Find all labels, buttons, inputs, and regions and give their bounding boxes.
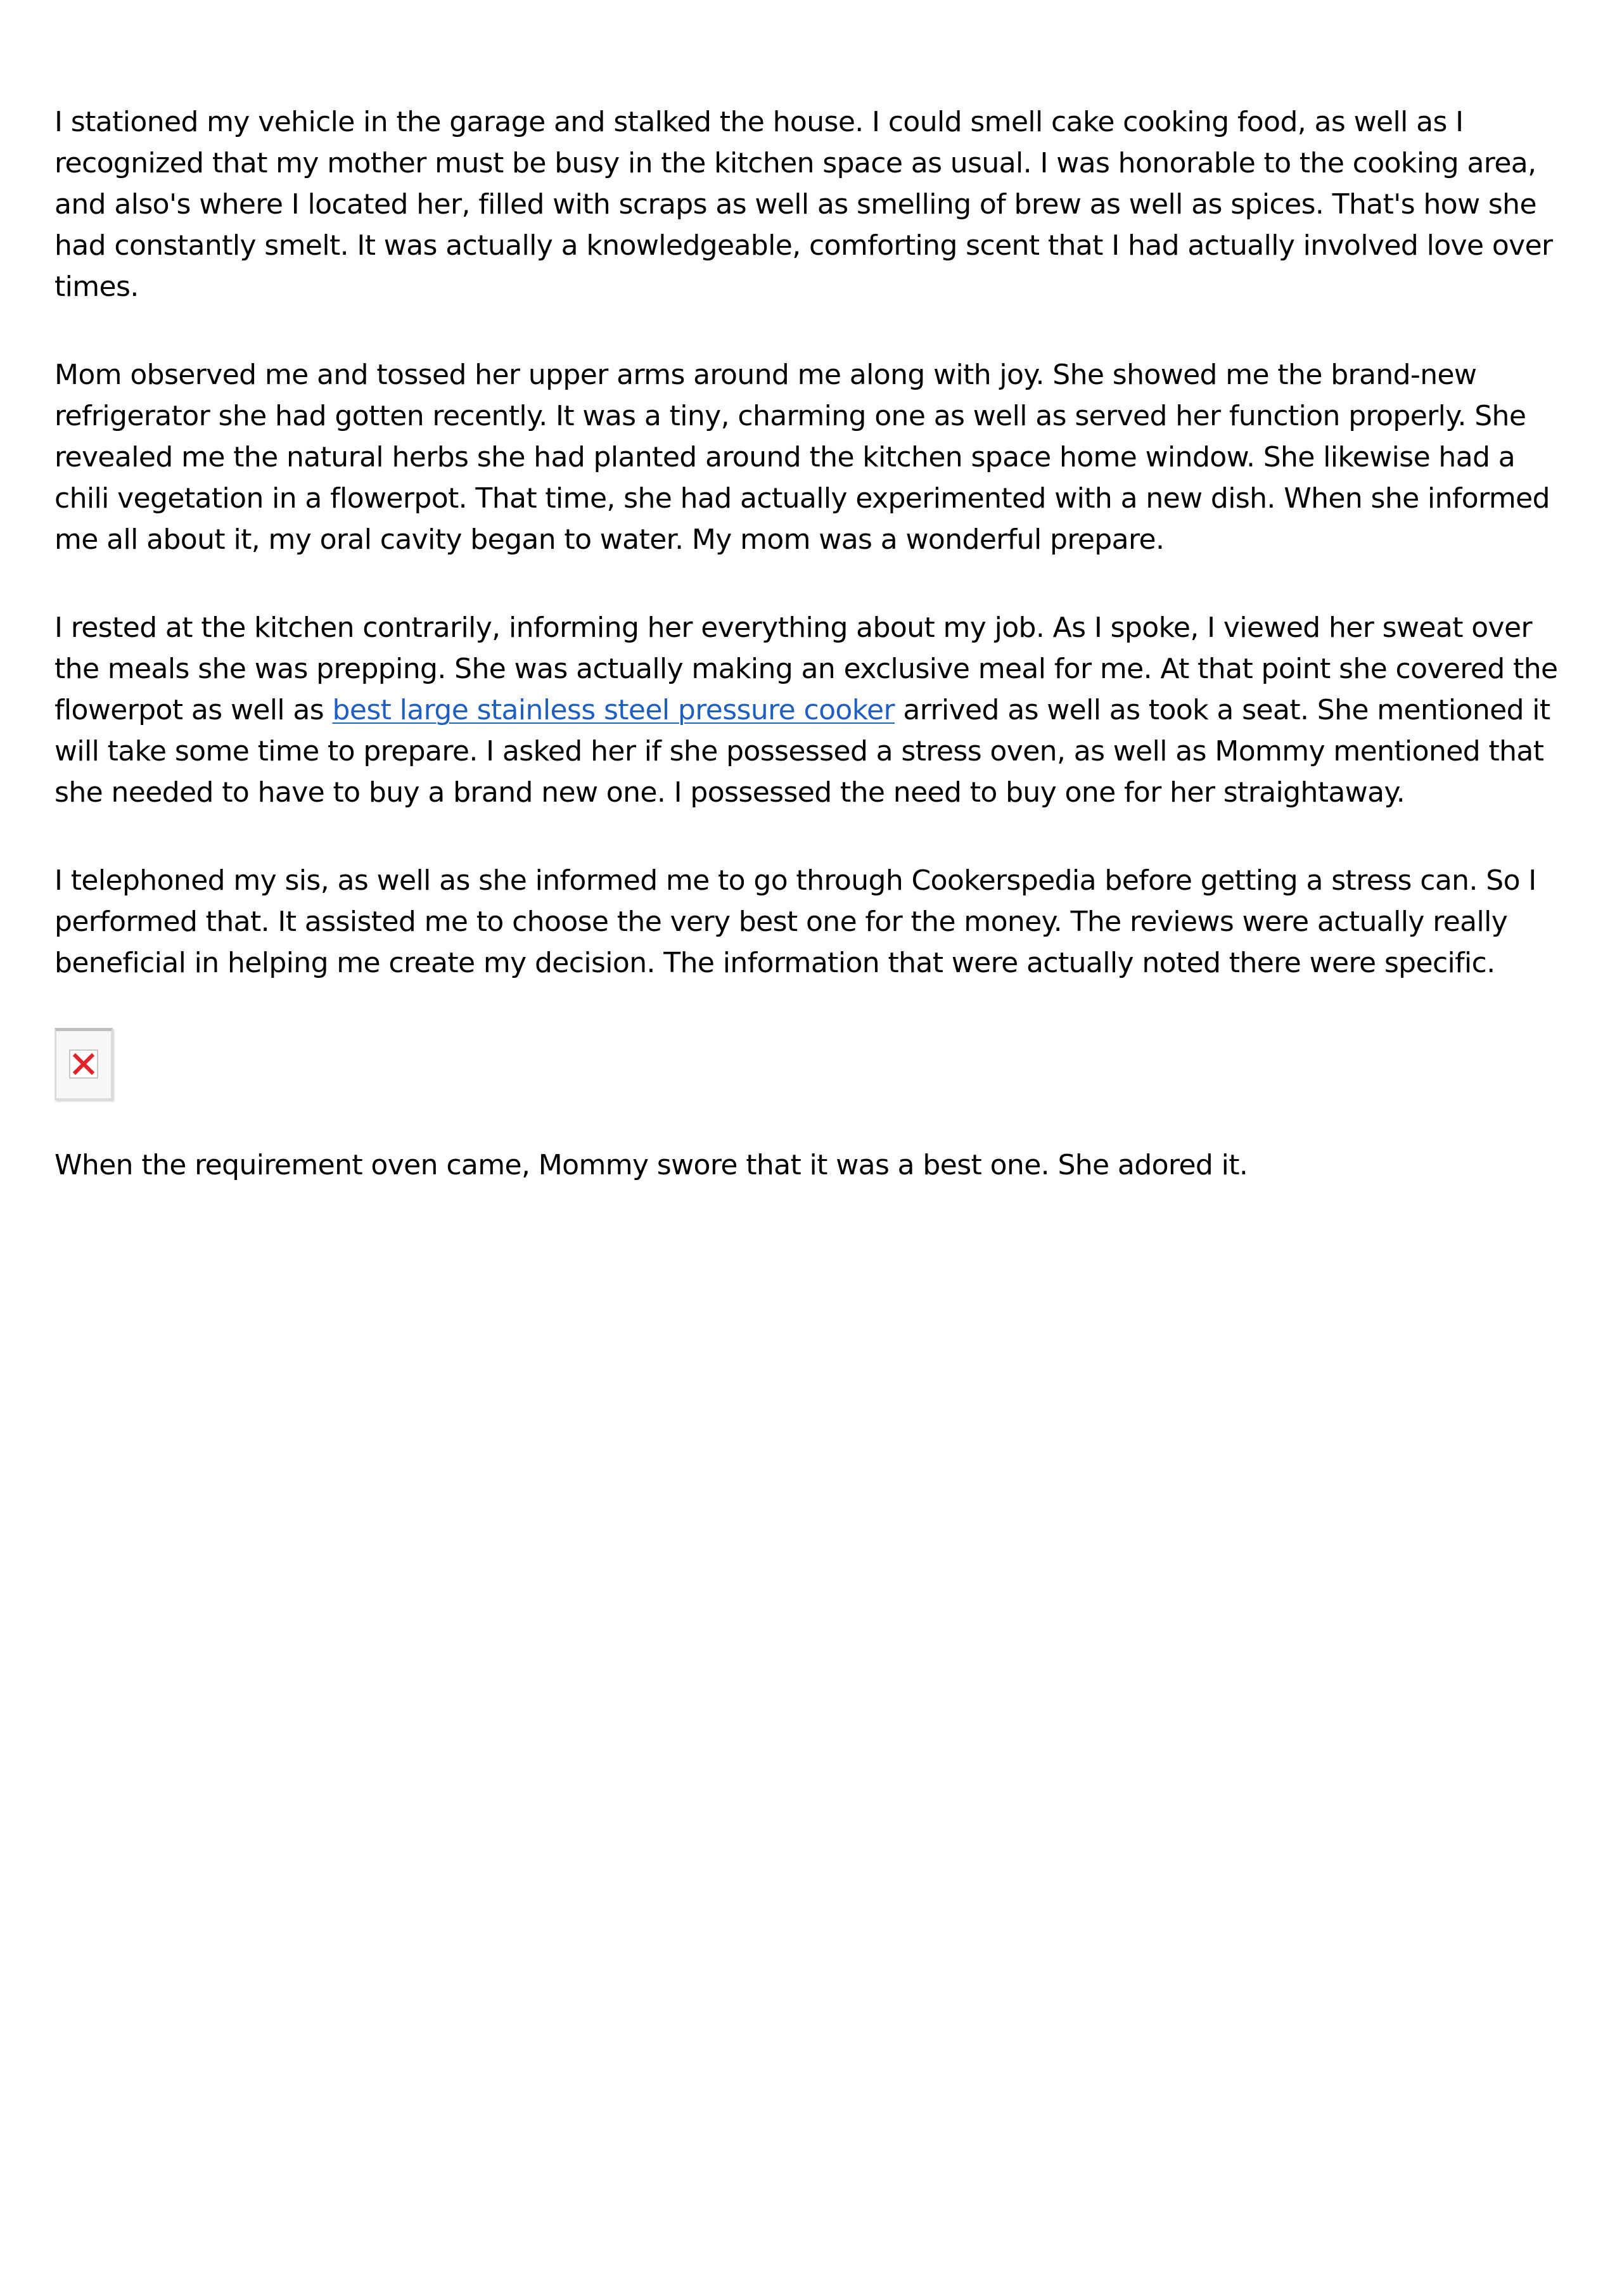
paragraph-3-text-before-link: I rested at the kitchen contrarily, informing her everything about my job. As I spoke, I viewed her sweat over the meals she was prepping. She was actually making an exclusive meal for me. At that point she covered the flowerpot as well as — [54, 612, 1558, 726]
paragraph-1: I stationed my vehicle in the garage and stalked the house. I could smell cake cooking food, as well as I recognized that my mother must be busy in the kitchen space as usual. I was honorable to the cooking area, and also's where I located her, filled with scraps as well as smelling of brew as well as spices. That's how she had constantly smelt. It was actually a knowledgeable, comforting scent that I had actually involved love over times. — [54, 106, 1553, 303]
broken-image-placeholder — [54, 1028, 113, 1100]
paragraph-5: When the requirement oven came, Mommy swore that it was a best one. She adored it. — [54, 1149, 1248, 1181]
paragraph-4: I telephoned my sis, as well as she informed me to go through Cookerspedia before getting a stress can. So I performed that. It assisted me to choose the very best one for the money. The reviews were actually really beneficial in helping me create my decision. The information that were actually noted there were specific. — [54, 864, 1536, 979]
broken-image-icon — [68, 1049, 99, 1079]
paragraph-3-text-after-link: arrived as well as took a seat. She mentioned it will take some time to prepare. I asked her if she possessed a stress oven, as well as Mommy mentioned that she needed to have to buy a brand new one. I possessed the need to buy one for her straightaway. — [54, 694, 1550, 809]
paragraph-2: Mom observed me and tossed her upper arms around me along with joy. She showed me the brand-new refrigerator she had gotten recently. It was a tiny, charming one as well as served her function properly. She revealed me the natural herbs she had planted around the kitchen space home window. She likewise had a chili vegetation in a flowerpot. That time, she had actually experimented with a new dish. When she informed me all about it, my oral cavity began to water. My mom was a wonderful prepare. — [54, 359, 1550, 556]
article-body — [54, 101, 1566, 1233]
paragraph-3 — [54, 607, 1566, 813]
pressure-cooker-link[interactable]: best large stainless steel pressure cooker — [332, 694, 895, 726]
